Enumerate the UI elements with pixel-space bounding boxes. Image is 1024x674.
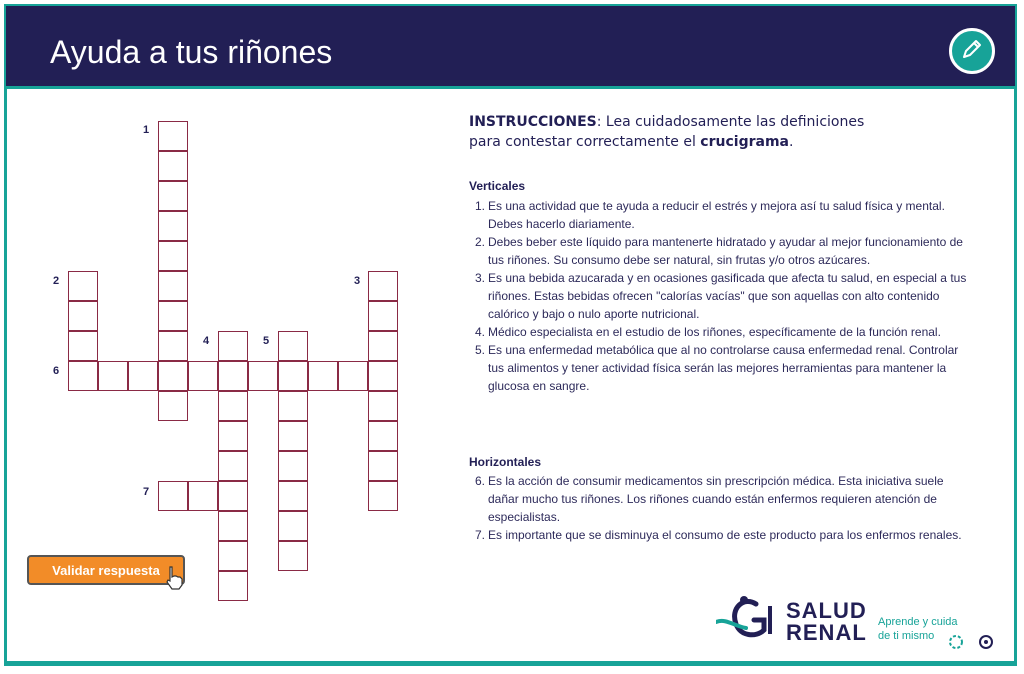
crossword-cell[interactable] xyxy=(188,361,218,391)
crossword-cell[interactable] xyxy=(278,451,308,481)
crossword-cell[interactable] xyxy=(188,481,218,511)
clue-number-6: 6 xyxy=(53,365,60,377)
salud-renal-logo xyxy=(716,592,1006,652)
clue-number-7: 7 xyxy=(143,486,150,498)
instructions-text-1: : Lea cuidadosamente las definiciones xyxy=(596,114,865,130)
clue-item: 5. Es una enfermedad metabólica que al no controlarse causa enfermedad renal. Controlar tus alimentos y tener actividad física serán las mejores herramientas para mantener la glucosa en sangre. xyxy=(475,343,959,393)
crossword-cell[interactable] xyxy=(158,301,188,331)
crossword-cell[interactable] xyxy=(218,511,248,541)
horizontales-title: Horizontales xyxy=(469,455,542,469)
crossword-cell[interactable] xyxy=(218,421,248,451)
crossword-cell[interactable] xyxy=(368,271,398,301)
crossword-cell[interactable] xyxy=(218,391,248,421)
crossword-cell[interactable] xyxy=(218,451,248,481)
logo-line-2: RENAL xyxy=(786,620,867,645)
crossword-cell[interactable] xyxy=(128,361,158,391)
logo-tagline-2: de ti mismo xyxy=(878,630,935,642)
verticales-list xyxy=(469,197,969,395)
crossword-cell[interactable] xyxy=(368,451,398,481)
crossword-cell[interactable] xyxy=(368,301,398,331)
logo-line-1: SALUD xyxy=(786,598,867,623)
clue-item: 4. Médico especialista en el estudio de los riñones, específicamente de la función renal. xyxy=(475,325,941,339)
crossword-cell[interactable] xyxy=(368,331,398,361)
crossword-cell[interactable] xyxy=(158,481,188,511)
instructions-lead: INSTRUCCIONES xyxy=(469,114,597,130)
crossword-cell[interactable] xyxy=(278,361,308,391)
header xyxy=(6,6,1015,86)
crossword-cell[interactable] xyxy=(98,361,128,391)
instructions-bold-word: crucigrama xyxy=(700,134,789,150)
crossword-cell[interactable] xyxy=(68,271,98,301)
crossword-cell[interactable] xyxy=(68,331,98,361)
crossword-cell[interactable] xyxy=(368,391,398,421)
crossword-cell[interactable] xyxy=(338,361,368,391)
clue-number-2: 2 xyxy=(53,275,60,287)
crossword-cell[interactable] xyxy=(218,571,248,601)
crossword-cell[interactable] xyxy=(278,541,308,571)
crossword-cell[interactable] xyxy=(218,331,248,361)
instructions xyxy=(469,112,899,152)
crossword-cell[interactable] xyxy=(68,301,98,331)
conacyt-logo-icon xyxy=(978,634,994,654)
crossword-cell[interactable] xyxy=(278,481,308,511)
instructions-text-2: para contestar correctamente el xyxy=(469,134,701,150)
instructions-end: . xyxy=(788,134,794,150)
clue-number-4: 4 xyxy=(203,335,210,347)
clue-item: 3. Es una bebida azucarada y en ocasiones gasificada que afecta tu salud, en especial a tus riñones. Estas bebidas ofrecen "calorías vacías" que son aquellas con alto contenido calórico y bajo o nulo aporte nutricional. xyxy=(475,271,967,321)
clue-item: 2. Debes beber este líquido para mantenerte hidratado y ayudar al mejor funcionamiento de tus riñones. Su consumo debe ser natural, sin frutas y/o otros azúcares. xyxy=(475,235,963,267)
clue-number-5: 5 xyxy=(263,335,270,347)
crossword-cell[interactable] xyxy=(368,421,398,451)
crossword-cell[interactable] xyxy=(368,481,398,511)
crossword-cell[interactable] xyxy=(158,181,188,211)
clue-item: 6. Es la acción de consumir medicamentos sin prescripción médica. Esta iniciativa suele dañar mucho tus riñones. Los riñones cuando están enfermos requieren atención de especialistas. xyxy=(475,474,944,524)
crossword-cell[interactable] xyxy=(368,361,398,391)
horizontales-list xyxy=(469,472,969,544)
crossword-cell[interactable] xyxy=(218,361,248,391)
crossword-cell[interactable] xyxy=(278,421,308,451)
clue-item: 7. Es importante que se disminuya el consumo de este producto para los enfermos renales. xyxy=(475,528,962,542)
crossword-cell[interactable] xyxy=(158,151,188,181)
clue-item: 1. Es una actividad que te ayuda a reducir el estrés y mejora así tu salud física y mental. Debes hacerlo diariamente. xyxy=(475,199,945,231)
clue-number-1: 1 xyxy=(143,124,150,136)
crossword-cell[interactable] xyxy=(68,361,98,391)
crossword-cell[interactable] xyxy=(278,331,308,361)
clue-number-3: 3 xyxy=(354,275,361,287)
verticales-title: Verticales xyxy=(469,179,526,193)
crossword-cell[interactable] xyxy=(158,241,188,271)
crossword-cell[interactable] xyxy=(158,211,188,241)
crossword-cell[interactable] xyxy=(278,511,308,541)
crossword-cell[interactable] xyxy=(218,541,248,571)
crossword-cell[interactable] xyxy=(158,271,188,301)
hand-pointer-icon xyxy=(163,565,185,595)
crossword-cell[interactable] xyxy=(218,481,248,511)
crossword-cell[interactable] xyxy=(158,121,188,151)
crossword-cell[interactable] xyxy=(308,361,338,391)
crossword-cell[interactable] xyxy=(278,391,308,421)
partner-logo-icon xyxy=(948,634,964,654)
crossword-cell[interactable] xyxy=(158,331,188,361)
crossword-cell[interactable] xyxy=(158,391,188,421)
logo-tagline-1: Aprende y cuida xyxy=(878,616,958,628)
crossword-cell[interactable] xyxy=(158,361,188,391)
header-divider xyxy=(6,86,1015,89)
page-title: Ayuda a tus riñones xyxy=(50,34,333,70)
footer-divider xyxy=(6,661,1015,664)
pencil-icon xyxy=(960,37,984,65)
validate-answer-button[interactable]: Validar respuesta xyxy=(27,555,185,585)
edit-button[interactable] xyxy=(949,28,995,74)
crossword-cell[interactable] xyxy=(248,361,278,391)
